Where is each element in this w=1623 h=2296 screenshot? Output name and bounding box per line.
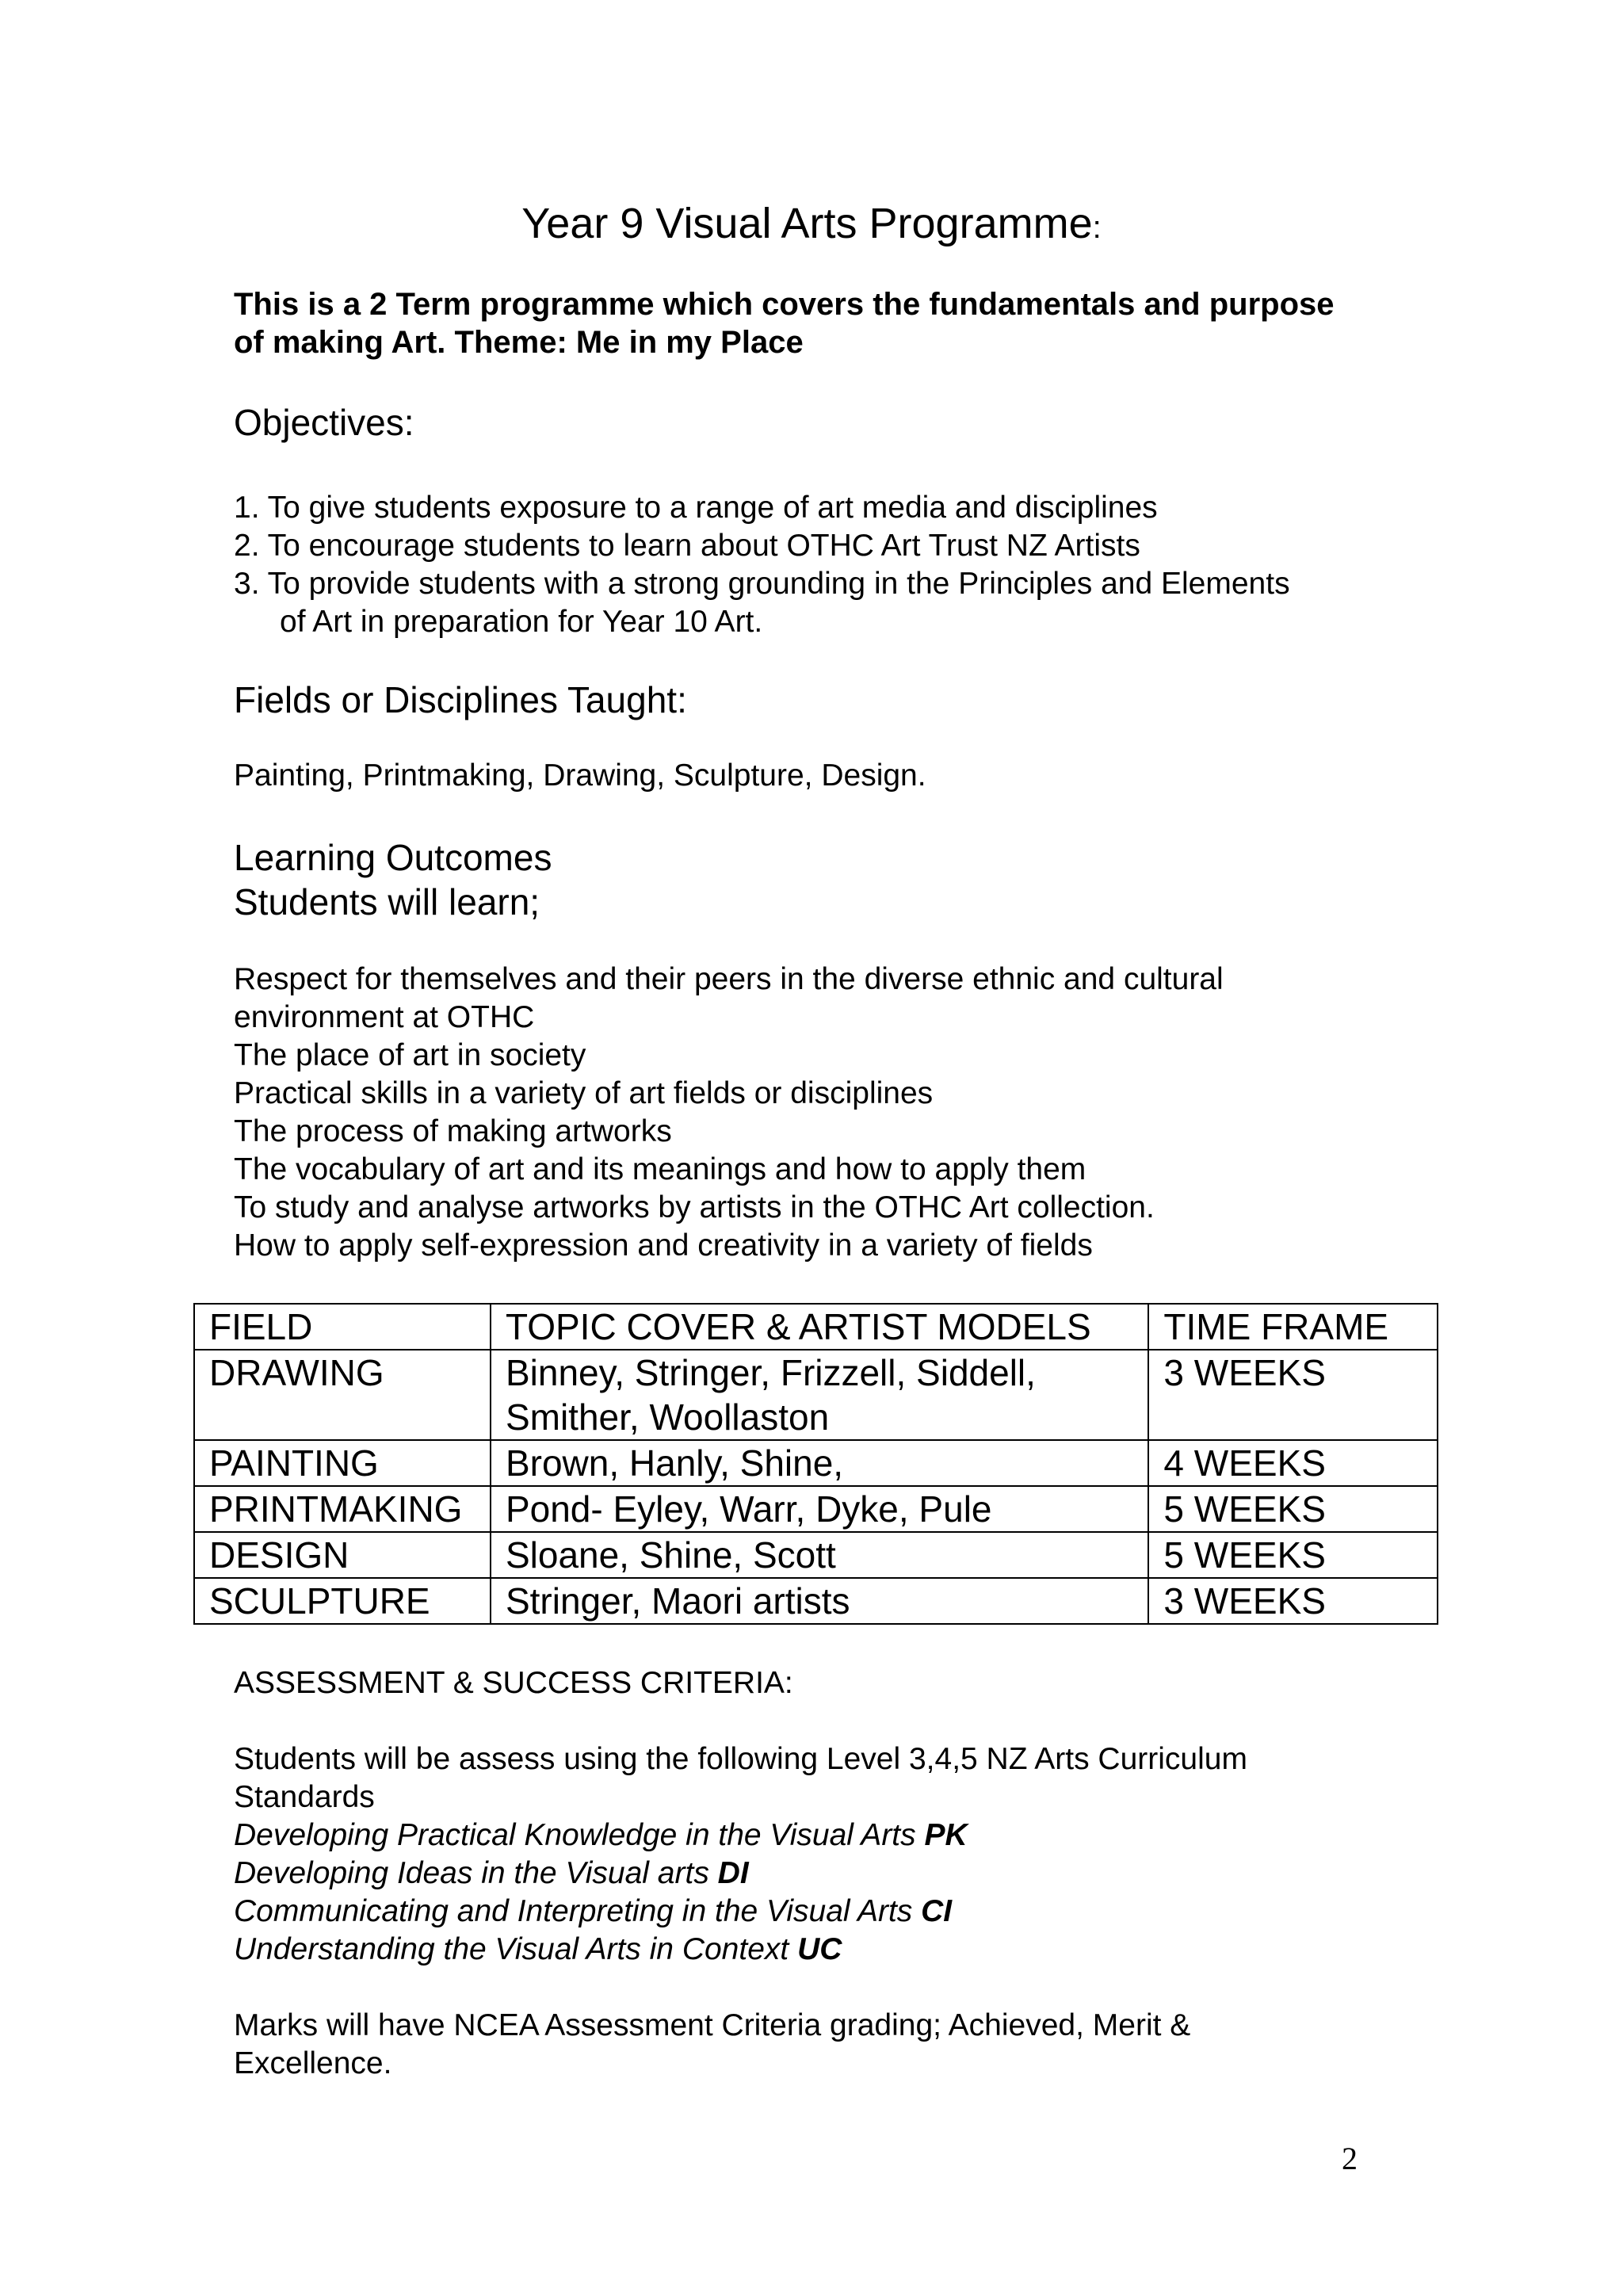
- table-cell-time: 3 WEEKS: [1148, 1578, 1438, 1624]
- criterion-text: Communicating and Interpreting in the Visual Arts: [234, 1894, 922, 1928]
- table-cell-topic: Sloane, Shine, Scott: [491, 1532, 1148, 1578]
- table-header-cell: FIELD: [194, 1304, 491, 1350]
- outcome-item: Respect for themselves and their peers in the diverse ethnic and cultural: [234, 962, 1224, 996]
- criterion-code: UC: [797, 1932, 842, 1966]
- assessment-intro-line: Students will be assess using the following Level 3,4,5 NZ Arts Curriculum: [234, 1742, 1247, 1776]
- objectives-list: [234, 489, 1290, 641]
- table-cell-field: DRAWING: [194, 1350, 491, 1440]
- outcome-item: The vocabulary of art and its meanings and how to apply them: [234, 1152, 1086, 1186]
- table-cell-time: 5 WEEKS: [1148, 1486, 1438, 1532]
- table-header-row: [194, 1304, 1438, 1350]
- outcome-item: environment at OTHC: [234, 1000, 535, 1034]
- assessment-section: [234, 1664, 1247, 2083]
- learning-outcomes-list: [234, 961, 1224, 1265]
- intro-line: of making Art. Theme: Me in my Place: [234, 325, 804, 360]
- table-row: [194, 1578, 1438, 1624]
- criterion-code: CI: [921, 1894, 953, 1928]
- outcome-item: To study and analyse artworks by artists in the OTHC Art collection.: [234, 1190, 1155, 1224]
- outcome-item: How to apply self-expression and creativity in a variety of fields: [234, 1228, 1093, 1263]
- outcome-item: The place of art in society: [234, 1038, 586, 1072]
- students-will-learn-heading: Students will learn;: [234, 881, 540, 923]
- table-row: [194, 1486, 1438, 1532]
- table-cell-field: DESIGN: [194, 1532, 491, 1578]
- page-number: 2: [1342, 2141, 1358, 2176]
- objective-item: 1. To give students exposure to a range of art media and disciplines: [234, 491, 1158, 525]
- objectives-heading: Objectives:: [234, 402, 414, 443]
- table-row: [194, 1440, 1438, 1486]
- programme-table: [193, 1303, 1438, 1625]
- table-cell-topic: Stringer, Maori artists: [491, 1578, 1148, 1624]
- table-header-cell: TOPIC COVER & ARTIST MODELS: [491, 1304, 1148, 1350]
- assessment-heading: ASSESSMENT & SUCCESS CRITERIA:: [234, 1666, 793, 1700]
- table-cell-time: 4 WEEKS: [1148, 1440, 1438, 1486]
- page-title: [0, 198, 1623, 253]
- learning-outcomes-heading: Learning Outcomes: [234, 837, 552, 878]
- fields-heading: Fields or Disciplines Taught:: [234, 679, 687, 720]
- objective-item-continuation: of Art in preparation for Year 10 Art.: [280, 605, 763, 639]
- outcome-item: Practical skills in a variety of art fields or disciplines: [234, 1076, 934, 1110]
- criterion-text: Developing Ideas in the Visual arts: [234, 1856, 718, 1890]
- table-row: [194, 1532, 1438, 1578]
- table-row: [194, 1350, 1438, 1440]
- assessment-intro-line: Standards: [234, 1780, 375, 1814]
- page-title-text: Year 9 Visual Arts Programme: [521, 200, 1093, 247]
- intro-line: This is a 2 Term programme which covers the fundamentals and purpose: [234, 287, 1335, 322]
- criterion-item: [234, 1855, 1247, 1893]
- table-cell-time: 3 WEEKS: [1148, 1350, 1438, 1440]
- objective-item: 3. To provide students with a strong grounding in the Principles and Elements: [234, 567, 1290, 601]
- criterion-item: [234, 1817, 1247, 1855]
- outcome-item: The process of making artworks: [234, 1114, 672, 1148]
- page-title-colon: :: [1092, 210, 1102, 245]
- criterion-item: [234, 1893, 1247, 1931]
- fields-text: Painting, Printmaking, Drawing, Sculpture, Design.: [234, 758, 926, 793]
- programme-intro: [234, 285, 1335, 361]
- marks-line: Marks will have NCEA Assessment Criteria grading; Achieved, Merit &: [234, 2008, 1191, 2042]
- criterion-item: [234, 1931, 1247, 1969]
- table-cell-topic: Binney, Stringer, Frizzell, Siddell, Smither, Woollaston: [491, 1350, 1148, 1440]
- criterion-code: PK: [924, 1818, 968, 1852]
- objective-item: 2. To encourage students to learn about OTHC Art Trust NZ Artists: [234, 529, 1140, 563]
- marks-line: Excellence.: [234, 2046, 392, 2080]
- table-cell-field: SCULPTURE: [194, 1578, 491, 1624]
- table-header-cell: TIME FRAME: [1148, 1304, 1438, 1350]
- table-cell-topic: Pond- Eyley, Warr, Dyke, Pule: [491, 1486, 1148, 1532]
- table-cell-topic: Brown, Hanly, Shine,: [491, 1440, 1148, 1486]
- criterion-text: Understanding the Visual Arts in Context: [234, 1932, 798, 1966]
- criterion-text: Developing Practical Knowledge in the Visual Arts: [234, 1818, 925, 1852]
- table-cell-field: PAINTING: [194, 1440, 491, 1486]
- table-cell-field: PRINTMAKING: [194, 1486, 491, 1532]
- criterion-code: DI: [717, 1856, 749, 1890]
- table-cell-time: 5 WEEKS: [1148, 1532, 1438, 1578]
